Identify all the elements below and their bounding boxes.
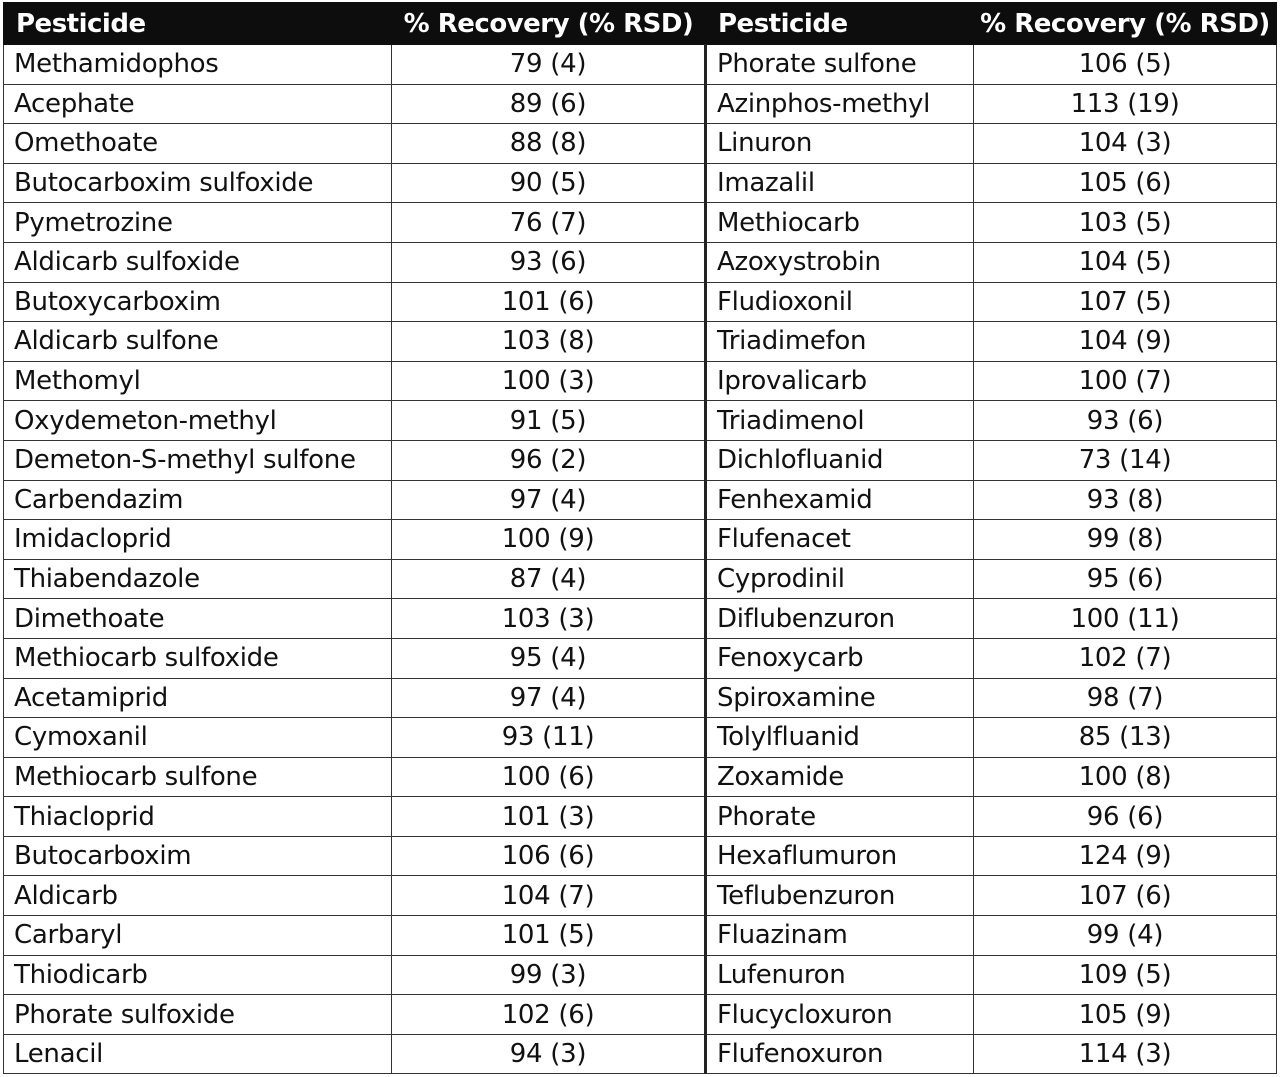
recovery-value-cell: 103 (8)	[392, 322, 706, 362]
recovery-value-cell: 105 (9)	[974, 995, 1277, 1035]
pesticide-name-cell: Demeton-S-methyl sulfone	[4, 440, 392, 480]
recovery-value-cell: 104 (9)	[974, 322, 1277, 362]
pesticide-name-cell: Aldicarb sulfone	[4, 322, 392, 362]
recovery-value-cell: 100 (6)	[392, 757, 706, 797]
table-row	[4, 678, 1277, 718]
pesticide-name-cell: Dichlofluanid	[706, 440, 974, 480]
pesticide-name-cell: Aldicarb	[4, 876, 392, 916]
recovery-table-container	[3, 2, 1276, 1074]
pesticide-name-cell: Diflubenzuron	[706, 599, 974, 639]
recovery-value-cell: 106 (6)	[392, 836, 706, 876]
recovery-value-cell: 102 (6)	[392, 995, 706, 1035]
recovery-value-cell: 104 (7)	[392, 876, 706, 916]
recovery-value-cell: 91 (5)	[392, 401, 706, 441]
recovery-value-cell: 113 (19)	[974, 84, 1277, 124]
pesticide-name-cell: Thiacloprid	[4, 797, 392, 837]
recovery-value-cell: 96 (2)	[392, 440, 706, 480]
recovery-value-cell: 99 (4)	[974, 916, 1277, 956]
recovery-value-cell: 95 (4)	[392, 638, 706, 678]
recovery-value-cell: 101 (6)	[392, 282, 706, 322]
pesticide-name-cell: Cyprodinil	[706, 559, 974, 599]
pesticide-name-cell: Pymetrozine	[4, 203, 392, 243]
table-row	[4, 440, 1277, 480]
pesticide-name-cell: Methiocarb sulfoxide	[4, 638, 392, 678]
table-row	[4, 203, 1277, 243]
header-recovery-left: % Recovery (% RSD)	[392, 3, 706, 45]
pesticide-name-cell: Flufenoxuron	[706, 1034, 974, 1074]
table-row	[4, 1034, 1277, 1074]
pesticide-name-cell: Hexaflumuron	[706, 836, 974, 876]
pesticide-name-cell: Aldicarb sulfoxide	[4, 242, 392, 282]
recovery-value-cell: 93 (6)	[392, 242, 706, 282]
recovery-value-cell: 100 (8)	[974, 757, 1277, 797]
pesticide-name-cell: Imidacloprid	[4, 520, 392, 560]
recovery-value-cell: 76 (7)	[392, 203, 706, 243]
pesticide-name-cell: Butocarboxim sulfoxide	[4, 163, 392, 203]
table-body	[4, 45, 1277, 1074]
table-row	[4, 797, 1277, 837]
pesticide-name-cell: Spiroxamine	[706, 678, 974, 718]
recovery-value-cell: 95 (6)	[974, 559, 1277, 599]
recovery-value-cell: 103 (3)	[392, 599, 706, 639]
pesticide-name-cell: Azoxystrobin	[706, 242, 974, 282]
recovery-value-cell: 73 (14)	[974, 440, 1277, 480]
pesticide-name-cell: Tolylfluanid	[706, 718, 974, 758]
pesticide-name-cell: Phorate sulfoxide	[4, 995, 392, 1035]
pesticide-name-cell: Butoxycarboxim	[4, 282, 392, 322]
table-row	[4, 401, 1277, 441]
pesticide-name-cell: Triadimenol	[706, 401, 974, 441]
recovery-value-cell: 104 (5)	[974, 242, 1277, 282]
recovery-value-cell: 105 (6)	[974, 163, 1277, 203]
recovery-value-cell: 98 (7)	[974, 678, 1277, 718]
recovery-value-cell: 114 (3)	[974, 1034, 1277, 1074]
recovery-value-cell: 85 (13)	[974, 718, 1277, 758]
pesticide-name-cell: Triadimefon	[706, 322, 974, 362]
table-row	[4, 836, 1277, 876]
recovery-value-cell: 100 (3)	[392, 361, 706, 401]
pesticide-name-cell: Zoxamide	[706, 757, 974, 797]
table-row	[4, 124, 1277, 164]
pesticide-name-cell: Fenhexamid	[706, 480, 974, 520]
table-row	[4, 757, 1277, 797]
table-row	[4, 520, 1277, 560]
pesticide-name-cell: Dimethoate	[4, 599, 392, 639]
header-pesticide-right: Pesticide	[706, 3, 974, 45]
table-row	[4, 242, 1277, 282]
pesticide-name-cell: Thiodicarb	[4, 955, 392, 995]
recovery-value-cell: 100 (11)	[974, 599, 1277, 639]
recovery-value-cell: 124 (9)	[974, 836, 1277, 876]
table-row	[4, 45, 1277, 85]
recovery-value-cell: 96 (6)	[974, 797, 1277, 837]
pesticide-name-cell: Linuron	[706, 124, 974, 164]
pesticide-name-cell: Flucycloxuron	[706, 995, 974, 1035]
recovery-value-cell: 109 (5)	[974, 955, 1277, 995]
recovery-value-cell: 101 (3)	[392, 797, 706, 837]
pesticide-name-cell: Phorate	[706, 797, 974, 837]
pesticide-recovery-table	[3, 2, 1277, 1074]
recovery-value-cell: 106 (5)	[974, 45, 1277, 85]
pesticide-name-cell: Teflubenzuron	[706, 876, 974, 916]
recovery-value-cell: 101 (5)	[392, 916, 706, 956]
pesticide-name-cell: Butocarboxim	[4, 836, 392, 876]
pesticide-name-cell: Phorate sulfone	[706, 45, 974, 85]
table-row	[4, 163, 1277, 203]
table-row	[4, 638, 1277, 678]
recovery-value-cell: 107 (5)	[974, 282, 1277, 322]
recovery-value-cell: 99 (8)	[974, 520, 1277, 560]
pesticide-name-cell: Acephate	[4, 84, 392, 124]
pesticide-name-cell: Iprovalicarb	[706, 361, 974, 401]
recovery-value-cell: 89 (6)	[392, 84, 706, 124]
recovery-value-cell: 97 (4)	[392, 678, 706, 718]
pesticide-name-cell: Fluazinam	[706, 916, 974, 956]
table-row	[4, 995, 1277, 1035]
table-row	[4, 322, 1277, 362]
recovery-value-cell: 88 (8)	[392, 124, 706, 164]
header-pesticide-left: Pesticide	[4, 3, 392, 45]
pesticide-name-cell: Acetamiprid	[4, 678, 392, 718]
pesticide-name-cell: Flufenacet	[706, 520, 974, 560]
recovery-value-cell: 90 (5)	[392, 163, 706, 203]
table-row	[4, 361, 1277, 401]
pesticide-name-cell: Carbendazim	[4, 480, 392, 520]
pesticide-name-cell: Lenacil	[4, 1034, 392, 1074]
recovery-value-cell: 97 (4)	[392, 480, 706, 520]
table-row	[4, 916, 1277, 956]
pesticide-name-cell: Methiocarb sulfone	[4, 757, 392, 797]
table-row	[4, 599, 1277, 639]
recovery-value-cell: 93 (8)	[974, 480, 1277, 520]
pesticide-name-cell: Imazalil	[706, 163, 974, 203]
recovery-value-cell: 104 (3)	[974, 124, 1277, 164]
table-row	[4, 718, 1277, 758]
recovery-value-cell: 93 (11)	[392, 718, 706, 758]
recovery-value-cell: 93 (6)	[974, 401, 1277, 441]
recovery-value-cell: 87 (4)	[392, 559, 706, 599]
recovery-value-cell: 99 (3)	[392, 955, 706, 995]
table-row	[4, 955, 1277, 995]
table-header-row	[4, 3, 1277, 45]
table-row	[4, 84, 1277, 124]
recovery-value-cell: 94 (3)	[392, 1034, 706, 1074]
pesticide-name-cell: Fenoxycarb	[706, 638, 974, 678]
recovery-value-cell: 79 (4)	[392, 45, 706, 85]
table-row	[4, 559, 1277, 599]
pesticide-name-cell: Fludioxonil	[706, 282, 974, 322]
recovery-value-cell: 100 (7)	[974, 361, 1277, 401]
pesticide-name-cell: Methomyl	[4, 361, 392, 401]
recovery-value-cell: 103 (5)	[974, 203, 1277, 243]
header-recovery-right: % Recovery (% RSD)	[974, 3, 1277, 45]
recovery-value-cell: 102 (7)	[974, 638, 1277, 678]
pesticide-name-cell: Lufenuron	[706, 955, 974, 995]
recovery-value-cell: 100 (9)	[392, 520, 706, 560]
pesticide-name-cell: Omethoate	[4, 124, 392, 164]
table-row	[4, 876, 1277, 916]
pesticide-name-cell: Cymoxanil	[4, 718, 392, 758]
table-row	[4, 480, 1277, 520]
pesticide-name-cell: Thiabendazole	[4, 559, 392, 599]
table-row	[4, 282, 1277, 322]
pesticide-name-cell: Oxydemeton-methyl	[4, 401, 392, 441]
recovery-value-cell: 107 (6)	[974, 876, 1277, 916]
pesticide-name-cell: Methiocarb	[706, 203, 974, 243]
pesticide-name-cell: Carbaryl	[4, 916, 392, 956]
pesticide-name-cell: Azinphos-methyl	[706, 84, 974, 124]
pesticide-name-cell: Methamidophos	[4, 45, 392, 85]
